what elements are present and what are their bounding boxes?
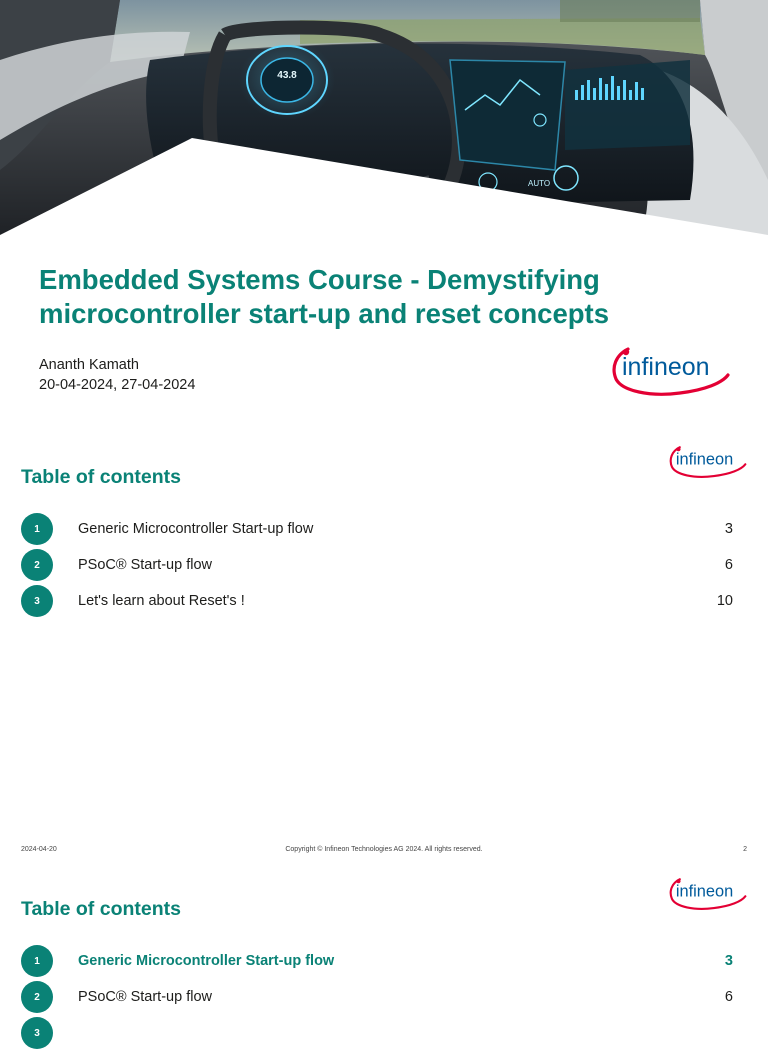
toc-item-number: 2 [21, 981, 53, 1013]
presentation-title: Embedded Systems Course - Demystifying microcontroller start-up and reset concepts [39, 264, 609, 329]
infineon-logo [668, 874, 748, 912]
svg-text:infineon: infineon [675, 882, 734, 901]
toc-item[interactable] [0, 981, 768, 1015]
hero-car-interior-image [0, 0, 768, 240]
svg-text:infineon: infineon [675, 450, 734, 469]
author-name: Ananth Kamath [39, 357, 139, 373]
toc-item[interactable] [0, 585, 768, 619]
toc-slide-section-1 [0, 864, 768, 1039]
toc-title: Table of contents [21, 466, 181, 488]
gauge-reading-text: 43.8 [277, 70, 297, 81]
toc-item-label: Generic Microcontroller Start-up flow [78, 521, 314, 537]
toc-item-number: 1 [21, 945, 53, 977]
toc-item-page: 6 [724, 989, 733, 1005]
toc-item-page: 10 [716, 593, 733, 609]
car-dashboard-illustration [0, 0, 768, 240]
toc-item-page: 3 [724, 953, 733, 969]
svg-text:infineon: infineon [622, 353, 710, 381]
title-slide [0, 0, 768, 432]
dashboard-mode-text: AUTO [528, 179, 551, 188]
toc-item-number: 1 [21, 513, 53, 545]
toc-item-label: PSoC® Start-up flow [78, 557, 212, 573]
toc-item[interactable] [0, 1017, 768, 1051]
toc-item-page: 3 [724, 521, 733, 537]
toc-item-label: Generic Microcontroller Start-up flow [78, 953, 335, 969]
toc-item-number: 3 [21, 1017, 53, 1049]
presentation-dates: 20-04-2024, 27-04-2024 [39, 377, 196, 393]
toc-item-active[interactable] [0, 945, 768, 979]
toc-item-page: 6 [724, 557, 733, 573]
slide-footer [0, 846, 768, 858]
infineon-logo [668, 442, 748, 480]
toc-item[interactable] [0, 513, 768, 547]
toc-item-number: 3 [21, 585, 53, 617]
toc-item-label: Let's learn about Reset's ! [78, 593, 245, 609]
footer-date: 2024-04-20 [21, 846, 57, 853]
toc-item[interactable] [0, 549, 768, 583]
toc-item-label: PSoC® Start-up flow [78, 989, 212, 1005]
toc-item-number: 2 [21, 549, 53, 581]
toc-title: Table of contents [21, 898, 181, 920]
footer-copyright: Copyright © Infineon Technologies AG 2024. All rights reserved. [285, 846, 483, 853]
footer-page-number: 2 [743, 846, 747, 853]
toc-slide [0, 432, 768, 864]
infineon-logo [610, 343, 732, 397]
